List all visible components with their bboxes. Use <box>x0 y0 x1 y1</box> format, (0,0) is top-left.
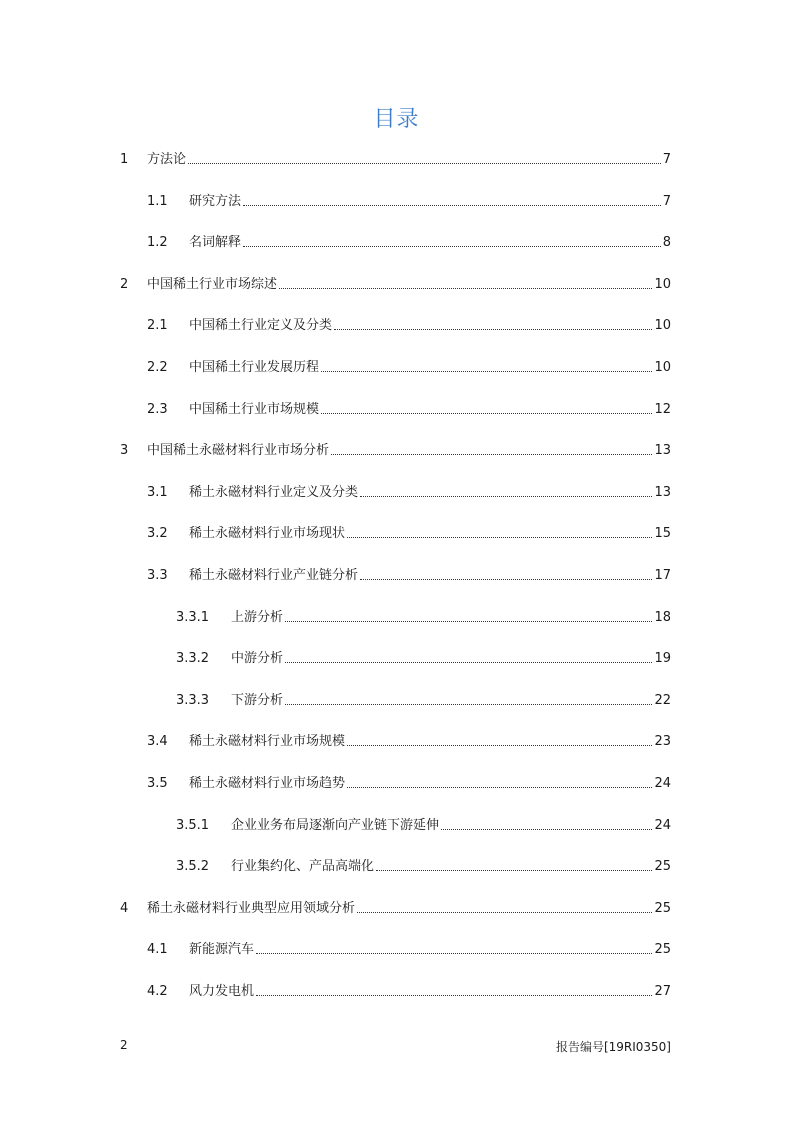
toc-dot-leader <box>285 621 652 622</box>
toc-entry-number: 2.3 <box>147 401 168 417</box>
toc-entry-page: 8 <box>662 235 671 251</box>
toc-entry-number: 4.1 <box>147 942 168 958</box>
toc-entry-label: 中国稀土行业发展历程 <box>189 360 320 375</box>
toc-entry-page: 10 <box>654 276 671 292</box>
toc-entry[interactable] <box>0 441 793 461</box>
toc-entry-label: 下游分析 <box>231 692 284 708</box>
toc-entry-page: 7 <box>662 152 671 167</box>
toc-dot-leader <box>256 995 652 996</box>
toc-entry-number: 1.2 <box>147 235 168 251</box>
toc-entry-number: 3.3 <box>147 568 168 583</box>
toc-entry[interactable] <box>0 524 793 544</box>
toc-entry[interactable] <box>0 691 793 711</box>
toc-entry[interactable] <box>0 400 793 420</box>
toc-entry-page: 10 <box>654 360 671 375</box>
toc-entry-label: 中国稀土永磁材料行业市场分析 <box>147 443 330 459</box>
toc-entry-label: 行业集约化、产品高端化 <box>231 859 375 875</box>
toc-entry[interactable] <box>0 649 793 669</box>
toc-entry-number: 4 <box>120 900 129 916</box>
toc-entry-number: 2.2 <box>147 360 168 375</box>
toc-entry-label: 研究方法 <box>189 193 242 209</box>
toc-entry-label: 中国稀土行业定义及分类 <box>189 318 333 334</box>
toc-entry[interactable] <box>0 316 793 336</box>
toc-dot-leader <box>285 662 652 663</box>
toc-entry-page: 10 <box>654 318 671 334</box>
toc-entry[interactable] <box>0 275 793 295</box>
toc-entry[interactable] <box>0 732 793 752</box>
toc-title: 目录 <box>373 107 420 132</box>
toc-entry-page: 27 <box>654 984 671 999</box>
page-number: 2 <box>120 1038 128 1052</box>
toc-entry[interactable] <box>0 982 793 1002</box>
toc-entry-number: 3.5.1 <box>176 817 210 833</box>
toc-entry-label: 中国稀土行业市场综述 <box>147 276 278 292</box>
toc-dot-leader <box>357 912 652 913</box>
toc-entry-page: 17 <box>654 568 671 583</box>
toc-entry[interactable] <box>0 774 793 794</box>
toc-dot-leader <box>347 537 652 538</box>
toc-entry[interactable] <box>0 233 793 253</box>
toc-entry-number: 3.1 <box>147 484 168 500</box>
toc-entry-number: 4.2 <box>147 984 168 999</box>
toc-entry[interactable] <box>0 899 793 919</box>
toc-entry[interactable] <box>0 940 793 960</box>
toc-dot-leader <box>360 579 652 580</box>
toc-entry-number: 3.5 <box>147 776 168 791</box>
toc-entry-page: 22 <box>654 692 671 708</box>
toc-entry[interactable] <box>0 608 793 628</box>
toc-entry-page: 24 <box>654 776 671 791</box>
toc-entry[interactable] <box>0 192 793 212</box>
toc-entry-page: 15 <box>654 526 671 542</box>
toc-dot-leader <box>279 288 652 289</box>
toc-dot-leader <box>256 953 652 954</box>
toc-entry-label: 稀土永磁材料行业典型应用领域分析 <box>147 900 356 916</box>
toc-dot-leader <box>376 870 652 871</box>
toc-entry-number: 1 <box>120 152 129 167</box>
toc-entry-page: 13 <box>654 484 671 500</box>
toc-entry-number: 3.5.2 <box>176 859 210 875</box>
toc-entry-label: 上游分析 <box>231 609 284 625</box>
toc-entry-label: 方法论 <box>147 152 187 167</box>
toc-dot-leader <box>347 787 652 788</box>
toc-entry[interactable] <box>0 816 793 836</box>
toc-entry-number: 1.1 <box>147 193 168 209</box>
toc-entry-number: 3.2 <box>147 526 168 542</box>
toc-entry-page: 12 <box>654 401 671 417</box>
toc-dot-leader <box>243 205 661 206</box>
toc-entry-label: 稀土永磁材料行业市场规模 <box>189 734 346 750</box>
toc-dot-leader <box>334 329 652 330</box>
toc-dot-leader <box>321 413 652 414</box>
toc-entry-label: 名词解释 <box>189 235 242 251</box>
toc-entry-label: 稀土永磁材料行业产业链分析 <box>189 568 359 583</box>
toc-entry-label: 新能源汽车 <box>189 942 255 958</box>
toc-entry-number: 3.3.3 <box>176 692 210 708</box>
toc-dot-leader <box>331 454 652 455</box>
toc-entry-page: 19 <box>654 651 671 667</box>
toc-entry-number: 3.4 <box>147 734 168 750</box>
report-code: 报告编号[19RI0350] <box>555 1040 671 1054</box>
toc-dot-leader <box>285 704 652 705</box>
toc-entry-page: 7 <box>662 193 671 209</box>
toc-dot-leader <box>188 163 661 164</box>
toc-entry-number: 2.1 <box>147 318 168 334</box>
toc-entry-page: 13 <box>654 443 671 459</box>
toc-entry-label: 稀土永磁材料行业市场趋势 <box>189 776 346 791</box>
toc-entry-number: 3.3.2 <box>176 651 210 667</box>
toc-dot-leader <box>347 745 652 746</box>
toc-entry[interactable] <box>0 358 793 378</box>
toc-dot-leader <box>441 829 652 830</box>
toc-entry[interactable] <box>0 566 793 586</box>
toc-dot-leader <box>321 371 652 372</box>
toc-entry-page: 25 <box>654 859 671 875</box>
toc-entry-page: 18 <box>654 609 671 625</box>
toc-entry-label: 稀土永磁材料行业定义及分类 <box>189 484 359 500</box>
toc-entry-number: 3.3.1 <box>176 609 210 625</box>
toc-entry[interactable] <box>0 857 793 877</box>
toc-entry[interactable] <box>0 483 793 503</box>
toc-entry-number: 3 <box>120 443 129 459</box>
toc-entry-page: 24 <box>654 817 671 833</box>
toc-entry-label: 风力发电机 <box>189 984 255 999</box>
toc-entry-page: 25 <box>654 900 671 916</box>
toc-dot-leader <box>360 496 652 497</box>
toc-entry[interactable] <box>0 150 793 170</box>
toc-dot-leader <box>243 246 661 247</box>
toc-entry-label: 企业业务布局逐渐向产业链下游延伸 <box>231 817 440 833</box>
toc-entry-number: 2 <box>120 276 129 292</box>
toc-entry-label: 中游分析 <box>231 651 284 667</box>
toc-entry-page: 23 <box>654 734 671 750</box>
toc-entry-label: 稀土永磁材料行业市场现状 <box>189 526 346 542</box>
toc-entry-label: 中国稀土行业市场规模 <box>189 401 320 417</box>
toc-entry-page: 25 <box>654 942 671 958</box>
